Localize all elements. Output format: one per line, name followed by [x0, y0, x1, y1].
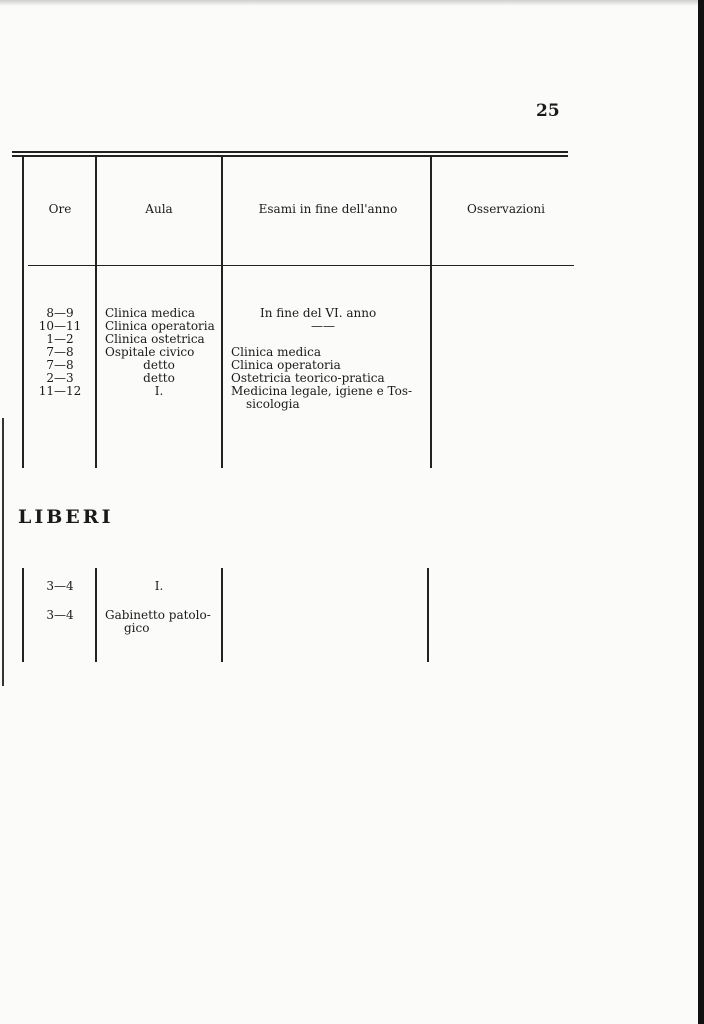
section2-row-2-aula: Gabinetto patolo-: [105, 608, 211, 622]
section2-row-2-aula-cont: gico: [124, 621, 150, 635]
section-title: LIBERI: [18, 506, 114, 528]
table-row-2-aula: Clinica operatoria: [105, 319, 215, 333]
table-row-1-ore: 8—9: [46, 306, 74, 320]
page-top-edge: [0, 0, 704, 6]
table-row-5-esami: Clinica operatoria: [231, 358, 341, 372]
header-aula: Aula: [145, 202, 173, 216]
section2-row-1-ore: 3—4: [46, 579, 74, 593]
table-row-5-ore: 7—8: [46, 358, 74, 372]
table-row-1-esami: In fine del VI. anno: [260, 306, 377, 320]
table-row-4-aula: Ospitale civico: [105, 345, 195, 359]
table-row-7-esami: Medicina legale, igiene e Tos-: [231, 384, 413, 398]
table-row-1-aula: Clinica medica: [105, 306, 195, 320]
header-esami: Esami in fine dell'anno: [258, 202, 398, 216]
table-row-7-aula: I.: [154, 384, 164, 398]
header-osservazioni: Osservazioni: [467, 202, 545, 216]
col-divider-left: [22, 156, 24, 468]
left-bracket: [2, 418, 10, 686]
table-row-6-aula: detto: [143, 371, 175, 385]
header-bottom-rule: [28, 265, 574, 266]
col-divider-ore-aula: [95, 156, 97, 468]
page-number: 25: [536, 101, 560, 121]
table-row-2-ore: 10—11: [38, 319, 82, 333]
col-divider-esami-osservazioni: [430, 156, 432, 468]
table-row-6-ore: 2—3: [46, 371, 74, 385]
section2-col-ore-aula: [95, 568, 97, 662]
section2-col-aula-esami: [221, 568, 223, 662]
header-ore: Ore: [48, 202, 72, 216]
section2-row-2-ore: 3—4: [46, 608, 74, 622]
table-top-rule: [12, 151, 568, 153]
section2-row-1-aula: I.: [154, 579, 164, 593]
table-row-4-ore: 7—8: [46, 345, 74, 359]
table-row-6-esami: Ostetricia teorico-pratica: [231, 371, 385, 385]
table-row-7-esami-cont: sicologia: [246, 397, 300, 411]
table-row-5-aula: detto: [143, 358, 175, 372]
table-row-7-ore: 11—12: [38, 384, 82, 398]
col-divider-aula-esami: [221, 156, 223, 468]
table-row-3-ore: 1—2: [46, 332, 74, 346]
table-row-3-aula: Clinica ostetrica: [105, 332, 205, 346]
section2-col-esami-osservazioni: [427, 568, 429, 662]
section2-col-left: [22, 568, 24, 662]
page-right-edge: [698, 0, 704, 1024]
table-row-2-esami-dash: ——: [311, 319, 335, 333]
table-row-4-esami: Clinica medica: [231, 345, 321, 359]
